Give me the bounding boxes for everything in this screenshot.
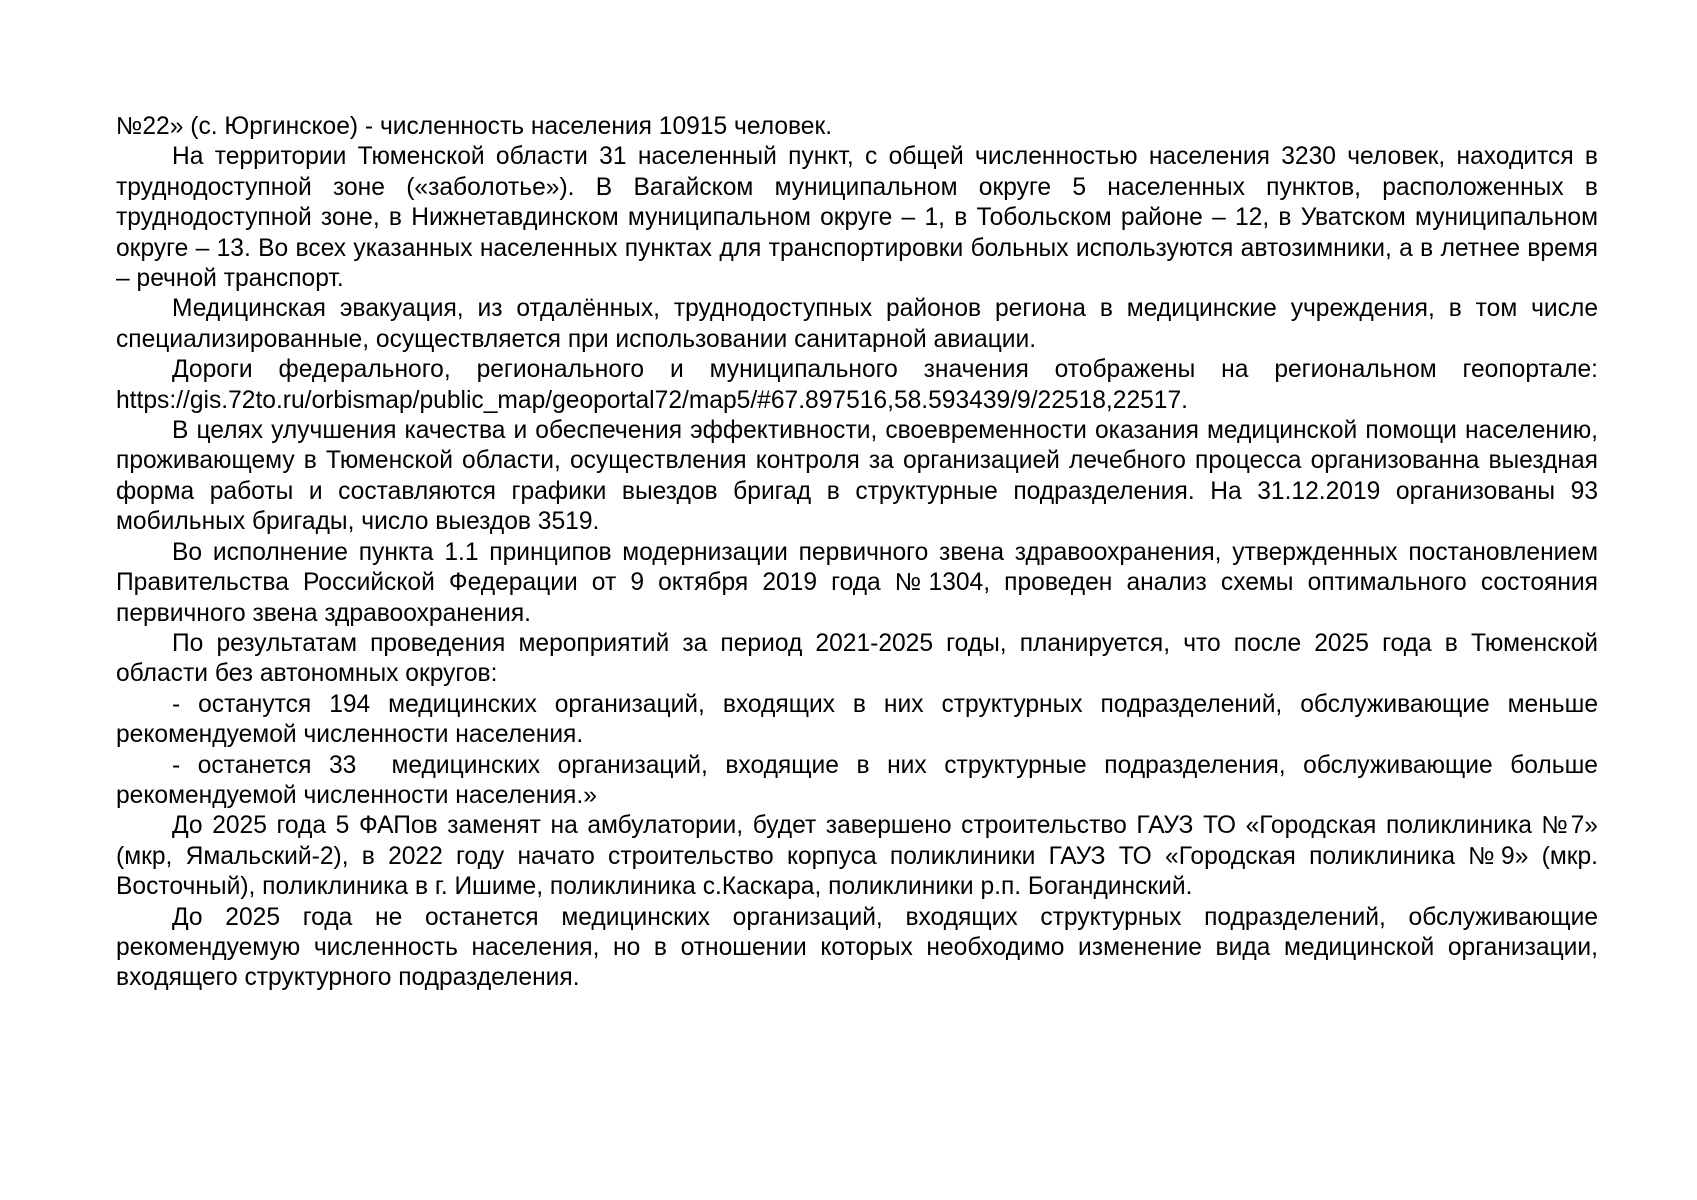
paragraph-results-2025: По результатам проведения мероприятий за период 2021-2025 годы, планируется, что после 2025 года в Тюменской области без автономных округов: <box>116 629 1605 688</box>
document-page <box>116 112 1605 994</box>
paragraph-list-item-33: - останется 33 медицинских организаций, входящие в них структурные подразделения, обслуживающие больше рекомендуемой численности населения.» <box>116 751 1605 809</box>
paragraph-medical-evacuation: Медицинская эвакуация, из отдалённых, труднодоступных районов региона в медицинские учреждения, в том числе специализированные, осуществляется при использовании санитарной авиации. <box>116 295 1605 353</box>
paragraph-continuation: №22» (с. Юргинское) - численность населения 10915 человек. <box>116 113 833 140</box>
paragraph-roads-geoportal: Дороги федерального, регионального и муниципального значения отображены на региональном геопортале: https://gis.72to.ru/orbismap/public_map/geoportal72/map5/#67.897516,58.593439/9/22518,22517. <box>116 356 1605 414</box>
paragraph-hard-to-reach-zone: На территории Тюменской области 31 населенный пункт, с общей численностью населения 3230 человек, находится в труднодоступной зоне («заболотье»). В Вагайском муниципальном округе 5 населенных пунктов, расположенных в труднодоступной зоне, в Нижнетавдинском муниципальном округе – 1, в Тобольском районе – 12, в Уватском муниципальном округе – 13. Во всех указанных населенных пунктах для транспортировки больных используются автозимники, а в летнее время – речной транспорт. <box>116 143 1605 293</box>
paragraph-mobile-brigades: В целях улучшения качества и обеспечения эффективности, своевременности оказания медицинской помощи населению, проживающему в Тюменской области, осуществления контроля за организацией лечебного процесса организованна выездная форма работы и составляются графики выездов бригад в структурные подразделения. На 31.12.2019 организованы 93 мобильных бригады, число выездов 3519. <box>116 417 1605 536</box>
paragraph-modernization-analysis: Во исполнение пункта 1.1 принципов модернизации первичного звена здравоохранения, утвержденных постановлением Правительства Российской Федерации от 9 октября 2019 года №1304, проведен анализ схемы оптимального состояния первичного звена здравоохранения. <box>116 538 1605 627</box>
paragraph-conclusion: До 2025 года не останется медицинских организаций, входящих структурных подразделений, обслуживающие рекомендуемую численность населения, но в отношении которых необходимо изменение вида медицинской организации, входящего структурного подразделения. <box>116 903 1605 992</box>
paragraph-construction-plans: До 2025 года 5 ФАПов заменят на амбулатории, будет завершено строительство ГАУЗ ТО «Городская поликлиника №7» (мкр, Ямальский-2), в 2022 году начато строительство корпуса поликлиники ГАУЗ ТО «Городская поликлиника №9» (мкр. Восточный), поликлиника в г. Ишиме, поликлиника с.Каскара, поликлиники р.п. Богандинский. <box>116 812 1605 901</box>
paragraph-list-item-194: - останутся 194 медицинских организаций, входящих в них структурных подразделений, обслуживающие меньше рекомендуемой численности населения. <box>116 690 1605 749</box>
